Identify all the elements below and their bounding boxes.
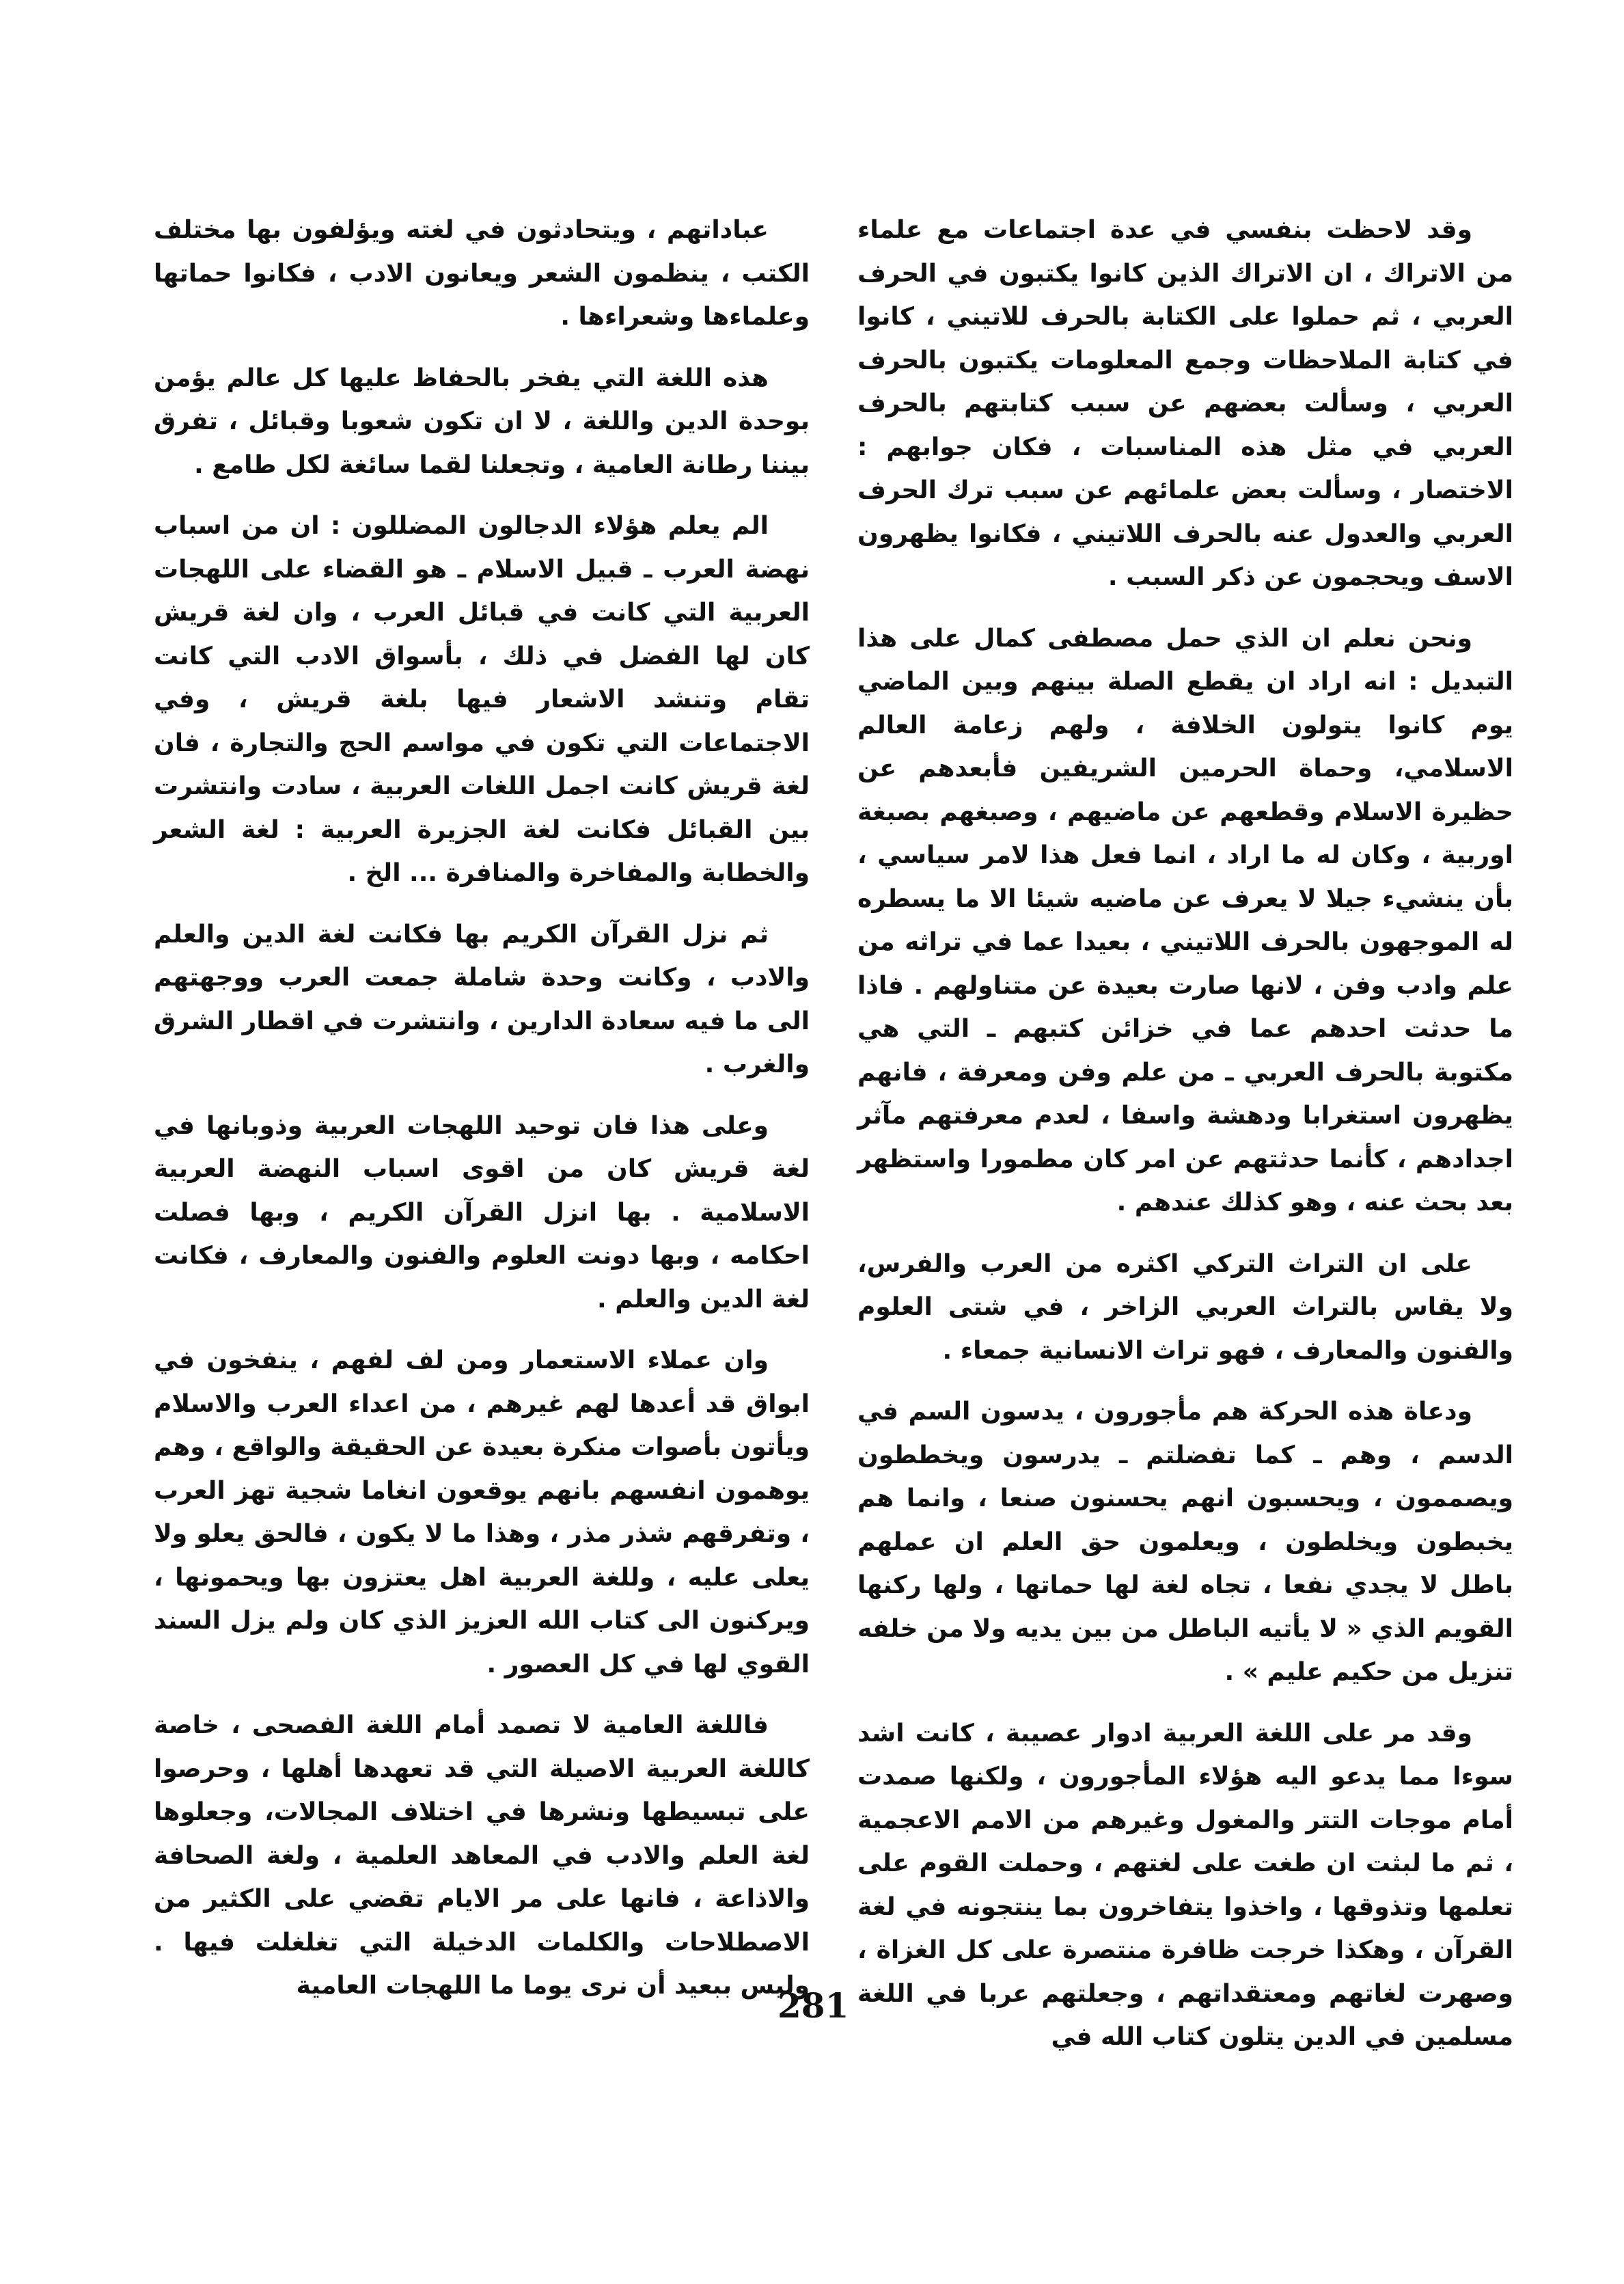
paragraph: ونحن نعلم ان الذي حمل مصطفى كمال على هذا التبديل : انه اراد ان يقطع الصلة بينهم وبين الماضي يوم كانوا يتولون الخلافة ، ولهم زعامة العالم الاسلامي، وحماة الحرمين الشريفين فأبعدهم عن حظيرة الاسلام وقطعهم عن ماضيهم ، وصبغهم بصبغة اوربية ، وكان له ما اراد ، انما فعل هذا لامر سياسي ، بأن ينشيء جيلا لا يعرف عن ماضيه شيئا الا ما يسطره له الموجهون بالحرف اللاتيني ، بعيدا عما في تراثه من علم وادب وفن ، لانها صارت بعيدة عن متناولهم . فاذا ما حدثت احدهم عما في خزائن كتبهم ـ التي هي مكتوبة بالحرف العربي ـ من علم وفن ومعرفة ، فانهم يظهرون استغرابا ودهشة واسفا ، لعدم معرفتهم مآثر اجدادهم ، كأنما حدثتهم عن امر كان مطمورا واستظهر بعد بحث عنه ، وهو كذلك عندهم . — [857, 624, 1513, 1216]
paragraph: وقد لاحظت بنفسي في عدة اجتماعات مع علماء من الاتراك ، ان الاتراك الذين كانوا يكتبون في الحرف العربي ، ثم حملوا على الكتابة بالحرف للاتيني ، كانوا في كتابة الملاحظات وجمع المعلومات يكتبون بالحرف العربي ، وسألت بعضهم عن سبب كتابتهم بالحرف العربي في مثل هذه المناسبات ، فكان جوابهم : الاختصار ، وسألت بعض علمائهم عن سبب ترك الحرف العربي والعدول عنه بالحرف اللاتيني ، فكانوا يظهرون الاسف ويحجمون عن ذكر السبب . — [857, 216, 1513, 591]
paragraph: وعلى هذا فان توحيد اللهجات العربية وذوبانها في لغة قريش كان من اقوى اسباب النهضة العربية الاسلامية . بها انزل القرآن الكريم ، وبها فصلت احكامه ، وبها دونت العلوم والفنون والمعارف ، فكانت لغة الدين والعلم . — [154, 1111, 810, 1314]
page-number: 281 — [777, 1985, 849, 2026]
right-column — [857, 208, 1513, 2077]
paragraph: ودعاة هذه الحركة هم مأجورون ، يدسون السم في الدسم ، وهم ـ كما تفضلتم ـ يدرسون ويخططون ويصممون ، ويحسبون انهم يحسنون صنعا ، وانما هم يخبطون ويخلطون ، ويعلمون حق العلم ان عملهم باطل لا يجدي نفعا ، تجاه لغة لها حماتها ، ولها ركنها القويم الذي « لا يأتيه الباطل من بين يديه ولا من خلفه تنزيل من حكيم عليم » . — [857, 1398, 1513, 1686]
paragraph: عباداتهم ، ويتحادثون في لغته ويؤلفون بها مختلف الكتب ، ينظمون الشعر ويعانون الادب ، فكانوا حماتها وعلماءها وشعراءها . — [154, 216, 810, 331]
paragraph: هذه اللغة التي يفخر بالحفاظ عليها كل عالم يؤمن بوحدة الدين واللغة ، لا ان تكون شعوبا وقبائل ، تفرق بيننا رطانة العامية ، وتجعلنا لقما سائغة لكل طامع . — [154, 364, 810, 479]
paragraph: على ان التراث التركي اكثره من العرب والفرس، ولا يقاس بالتراث العربي الزاخر ، في شتى العلوم والفنون والمعارف ، فهو تراث الانسانية جمعاء . — [857, 1249, 1513, 1365]
paragraph: الم يعلم هؤلاء الدجالون المضللون : ان من اسباب نهضة العرب ـ قبيل الاسلام ـ هو القضاء على اللهجات العربية التي كانت في قبائل العرب ، وان لغة قريش كان لها الفضل في ذلك ، بأسواق الادب التي كانت تقام وتنشد الاشعار فيها بلغة قريش ، وفي الاجتماعات التي تكون في مواسم الحج والتجارة ، فان لغة قريش كانت اجمل اللغات العربية ، سادت وانتشرت بين القبائل فكانت لغة الجزيرة العربية : لغة الشعر والخطابة والمفاخرة والمنافرة ... الخ . — [154, 512, 810, 887]
paragraph: وان عملاء الاستعمار ومن لف لفهم ، ينفخون في ابواق قد أعدها لهم غيرهم ، من اعداء العرب والاسلام ويأتون بأصوات منكرة بعيدة عن الحقيقة والواقع ، وهم يوهمون انفسهم بانهم يوقعون انغاما شجية تهز العرب ، وتفرقهم شذر مذر ، وهذا ما لا يكون ، فالحق يعلو ولا يعلى عليه ، وللغة العربية اهل يعتزون بها ويحمونها ، ويركنون الى كتاب الله العزيز الذي كان ولم يزل السند القوي لها في كل العصور . — [154, 1346, 810, 1678]
paragraph: ثم نزل القرآن الكريم بها فكانت لغة الدين والعلم والادب ، وكانت وحدة شاملة جمعت العرب ووجهتهم الى ما فيه سعادة الدارين ، وانتشرت في اقطار الشرق والغرب . — [154, 920, 810, 1078]
paragraph: وقد مر على اللغة العربية ادوار عصيبة ، كانت اشد سوءا مما يدعو اليه هؤلاء المأجورون ، ولكنها صمدت أمام موجات التتر والمغول وغيرهم من الامم الاعجمية ، ثم ما لبثت ان طغت على لغتهم ، وحملت القوم على تعلمها وتذوقها ، واخذوا يتفاخرون بما ينتجونه في لغة القرآن ، وهكذا خرجت ظافرة منتصرة على كل الغزاة ، وصهرت لغاتهم ومعتقداتهم ، وجعلتهم عربا في اللغة مسلمين في الدين يتلون كتاب الله في — [857, 1719, 1513, 2051]
paragraph: فاللغة العامية لا تصمد أمام اللغة الفصحى ، خاصة كاللغة العربية الاصيلة التي قد تعهدها أهلها ، وحرصوا على تبسيطها ونشرها في اختلاف المجالات، وجعلوها لغة العلم والادب في المعاهد العلمية ، ولغة الصحافة والاذاعة ، فانها على مر الايام تقضي على الكثير من الاصطلاحات والكلمات الدخيلة التي تغلغلت فيها . وليس ببعيد أن نرى يوما ما اللهجات العامية — [154, 1711, 810, 2000]
left-column — [154, 208, 810, 2026]
